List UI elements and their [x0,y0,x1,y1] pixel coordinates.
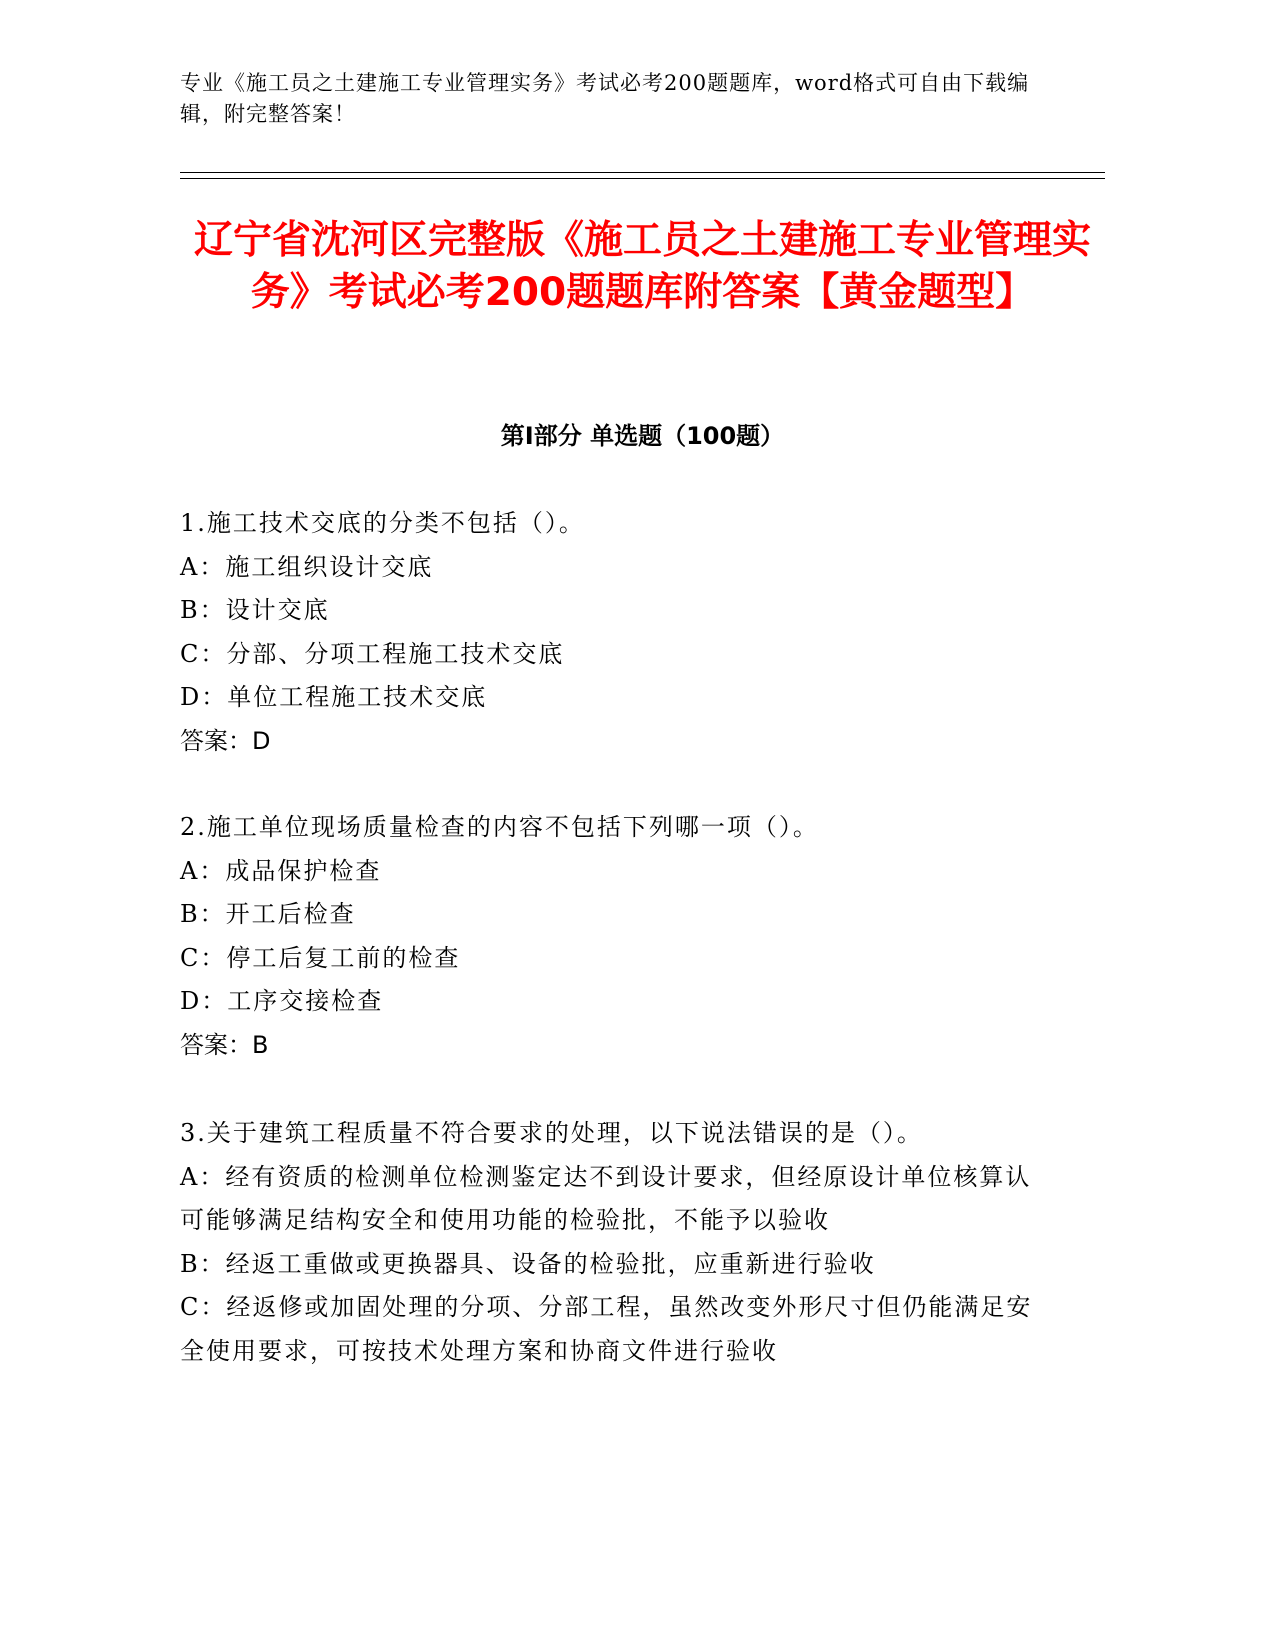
answer-line: 答案：D [180,726,271,755]
option-a: A：成品保护检查 [180,856,382,885]
option-a: A：施工组织设计交底 [180,552,434,581]
option-b: B：经返工重做或更换器具、设备的检验批，应重新进行验收 [180,1249,876,1278]
section-heading: 第Ⅰ部分 单选题（100题） [500,422,785,450]
header-note: 专业《施工员之土建施工专业管理实务》考试必考200题题库，word格式可自由下载编辑，附完整答案！ [180,71,1030,126]
question-stem: 3.关于建筑工程质量不符合要求的处理，以下说法错误的是（）。 [180,1119,923,1147]
question-stem: 1.施工技术交底的分类不包括（）。 [180,509,585,537]
option-b: B：设计交底 [180,596,330,624]
question-1 [180,502,1040,763]
header-divider-top [180,172,1105,173]
option-b: B：开工后检查 [180,900,356,928]
option-c: C：分部、分项工程施工技术交底 [180,639,565,668]
option-a: A：经有资质的检测单位检测鉴定达不到设计要求，但经原设计单位核算认可能够满足结构安全和使用功能的检验批，不能予以验收 [180,1162,1032,1234]
question-2 [180,806,1040,1067]
option-d: D：工序交接检查 [180,987,384,1015]
option-c: C：经返修或加固处理的分项、分部工程，虽然改变外形尺寸但仍能满足安全使用要求，可按技术处理方案和协商文件进行验收 [180,1293,1033,1365]
document-title: 辽宁省沈河区完整版《施工员之土建施工专业管理实务》考试必考200题题库附答案【黄金题型】 [193,218,1091,315]
header-divider-bottom [180,178,1105,179]
option-d: D：单位工程施工技术交底 [180,683,488,711]
question-3 [180,1112,1040,1373]
answer-line: 答案：B [180,1030,269,1059]
question-stem: 2.施工单位现场质量检查的内容不包括下列哪一项（）。 [180,813,819,841]
option-c: C：停工后复工前的检查 [180,943,461,972]
